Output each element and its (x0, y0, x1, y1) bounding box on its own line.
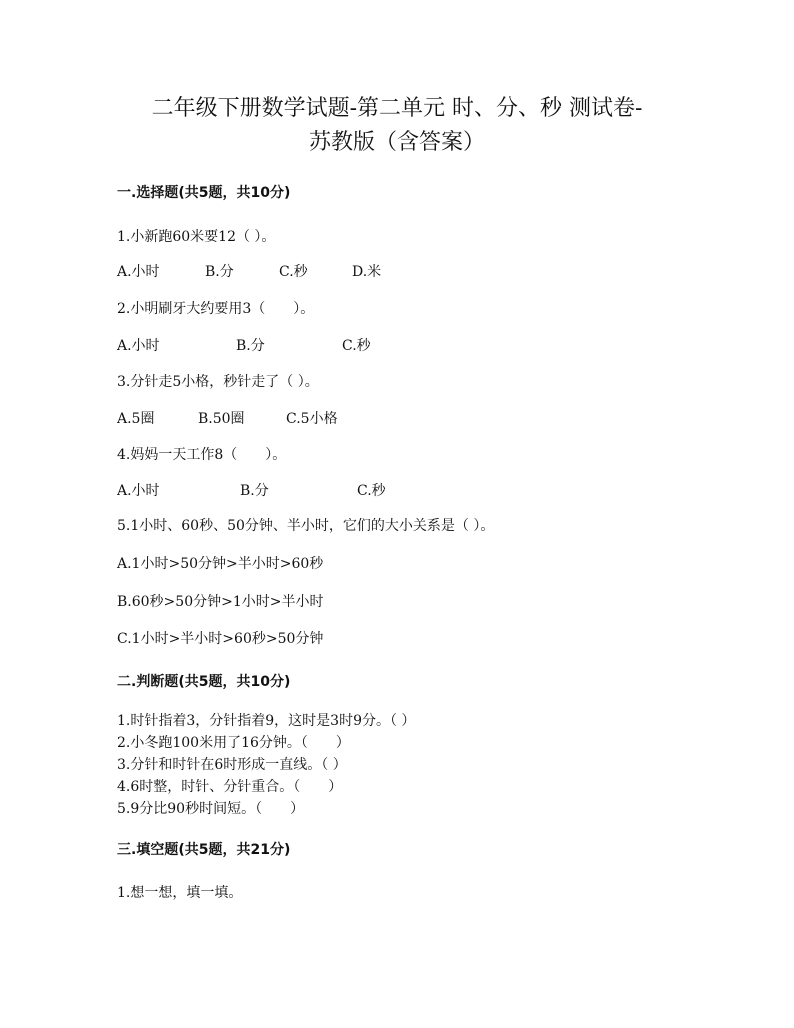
question-text: 5.1小时、60秒、50分钟、半小时，它们的大小关系是（ ）。 (117, 518, 495, 534)
question-text: 3.分针走5小格，秒针走了（ ）。 (117, 374, 319, 390)
judge-item: 4.6时整，时针、分针重合。（ ） (117, 779, 343, 795)
option-a: A.5圈 (117, 411, 155, 427)
option-c: C.5小格 (286, 411, 338, 427)
page-title-line1: 二年级下册数学试题-第二单元 时、分、秒 测试卷- (151, 96, 643, 121)
fill-item: 1.想一想，填一填。 (117, 885, 243, 901)
option-a: A.1小时>50分钟>半小时>60秒 (117, 556, 324, 572)
option-c: C.秒 (357, 483, 386, 499)
option-c: C.秒 (342, 338, 371, 354)
section-heading-fill: 三.填空题(共5题，共21分) (117, 842, 291, 858)
question-text: 2.小明刷牙大约要用3（ ）。 (117, 301, 315, 317)
option-a: A.小时 (117, 264, 160, 280)
page-title-line2: 苏教版（含答案） (308, 130, 485, 155)
option-b: B.分 (205, 264, 234, 280)
question-text: 1.小新跑60米要12（ ）。 (117, 229, 276, 245)
section-heading-choice: 一.选择题(共5题，共10分) (117, 185, 291, 201)
judge-item: 3.分针和时针在6时形成一直线。（ ） (117, 757, 347, 773)
judge-item: 2.小冬跑100米用了16分钟。（ ） (117, 735, 350, 751)
section-heading-judge: 二.判断题(共5题，共10分) (117, 674, 291, 690)
option-b: B.分 (236, 338, 265, 354)
option-b: B.50圈 (198, 411, 245, 427)
option-c: C.秒 (279, 264, 308, 280)
judge-item: 1.时针指着3，分针指着9，这时是3时9分。（ ） (117, 713, 416, 729)
option-b: B.分 (240, 483, 269, 499)
option-a: A.小时 (117, 483, 160, 499)
question-text: 4.妈妈一天工作8（ ）。 (117, 447, 287, 463)
option-a: A.小时 (117, 338, 160, 354)
option-c: C.1小时>半小时>60秒>50分钟 (117, 631, 324, 647)
option-d: D.米 (352, 264, 382, 280)
judge-item: 5.9分比90秒时间短。（ ） (117, 801, 305, 817)
option-b: B.60秒>50分钟>1小时>半小时 (117, 594, 324, 610)
